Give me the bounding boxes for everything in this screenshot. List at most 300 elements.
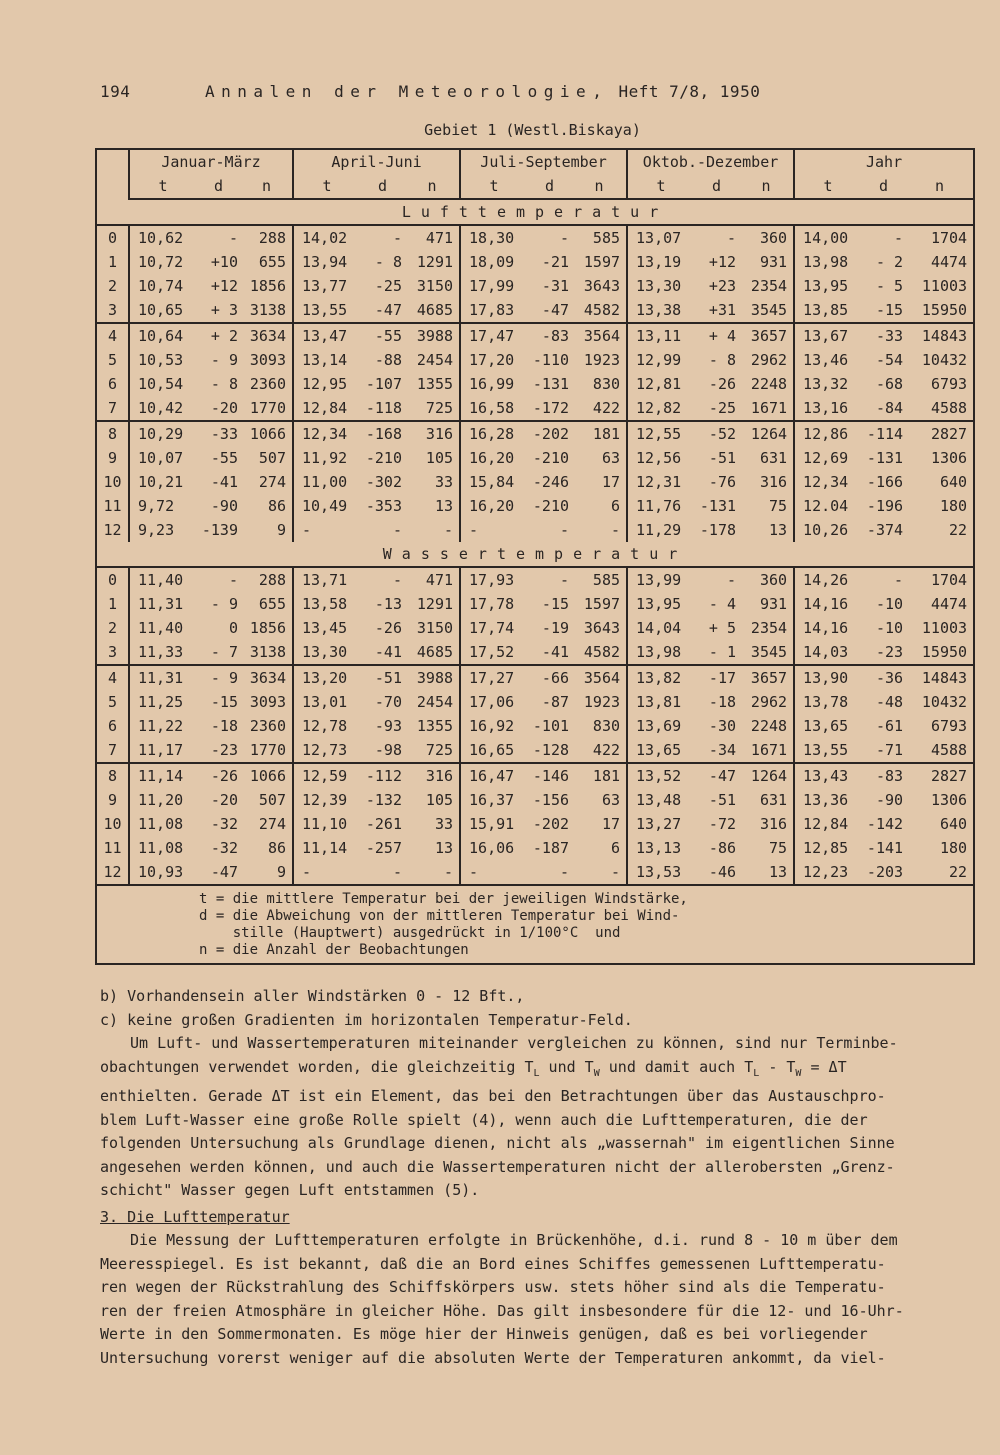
table-row	[96, 640, 974, 665]
table-cell-d: -203	[866, 863, 904, 881]
table-cell-n: 1923	[583, 693, 621, 711]
table-cell-t: 10,64	[129, 323, 196, 348]
table-cell-t: 13,85	[794, 298, 861, 323]
table-cell-t: 10,21	[129, 470, 196, 494]
table-cell-d: -302	[365, 473, 402, 491]
wind-force-cell: 5	[107, 693, 118, 711]
table-cell-n: 181	[572, 763, 627, 788]
table-cell-n: 2354	[750, 277, 788, 295]
table-caption: Gebiet 1 (Westl.Biskaya)	[424, 121, 641, 139]
legend-text	[97, 886, 973, 963]
table-cell-t: 11,17	[129, 738, 196, 763]
table-cell-t: 12,78	[293, 714, 360, 738]
table-cell-t: 12,99	[627, 348, 694, 372]
table-cell-d: - 7	[210, 643, 238, 661]
table-cell-n: 13	[434, 839, 454, 857]
table-cell-t: 13,30	[293, 640, 360, 665]
table-cell-t: 13,52	[627, 763, 694, 788]
table-cell-t: -	[293, 518, 360, 542]
table-cell-d: -101	[532, 717, 570, 735]
table-cell-n: 1770	[249, 399, 286, 417]
table-cell-d: -112	[360, 763, 405, 788]
table-cell-n: 1291	[416, 253, 454, 271]
table-cell-n: 3657	[739, 665, 794, 690]
section-title: Lufttemperatur	[96, 199, 974, 225]
table-cell-t: 16,37	[460, 788, 527, 812]
table-cell-d: -23	[875, 643, 904, 661]
table-cell-n: 931	[759, 595, 788, 613]
wind-force-cell: 3	[107, 301, 118, 319]
paragraph-line: Meeresspiegel. Es ist bekannt, daß die an Bord eines Schiffes gemessenen Lufttemperatu-	[100, 1254, 886, 1273]
table-cell-t: 16,92	[460, 714, 527, 738]
table-cell-n: 22	[949, 863, 968, 881]
table-cell-n: 3150	[416, 619, 454, 637]
table-cell-n: 655	[258, 595, 286, 613]
table-row	[96, 860, 974, 885]
table-cell-d: -47	[210, 863, 238, 881]
column-group-header: Juli-September	[460, 149, 627, 174]
table-cell-n: 9	[276, 863, 286, 881]
table-cell-d: - 9	[210, 595, 238, 613]
column-sub-header: t	[627, 174, 694, 199]
section-title-row	[96, 542, 974, 567]
table-cell-d: -	[559, 863, 570, 881]
table-cell-d: -51	[708, 449, 737, 467]
table-cell-d: -18	[210, 717, 238, 735]
table-cell-d: - 5	[875, 277, 904, 295]
table-cell-t: 10,42	[129, 396, 196, 421]
table-cell-d: - 2	[875, 253, 904, 271]
section-title-row	[96, 199, 974, 225]
table-cell-n: 3150	[416, 277, 454, 295]
table-cell-n: 1066	[241, 421, 293, 446]
wind-force-cell: 7	[107, 741, 118, 759]
table-cell-d: +31	[708, 301, 737, 319]
table-cell-t: 13,45	[293, 616, 360, 640]
table-cell-t: 11,76	[627, 494, 694, 518]
table-cell-d: -202	[527, 421, 572, 446]
table-cell-n: 1671	[750, 399, 788, 417]
table-row	[96, 665, 974, 690]
table-cell-n: 2454	[416, 351, 454, 369]
table-cell-d: -93	[374, 717, 402, 735]
table-cell-t: 13,11	[627, 323, 694, 348]
table-cell-d: -	[228, 571, 238, 589]
table-cell-n: 316	[405, 421, 460, 446]
table-cell-n: 13	[768, 863, 788, 881]
table-cell-d: -47	[541, 301, 570, 319]
table-cell-d: -21	[541, 253, 570, 271]
wind-force-cell: 7	[107, 399, 118, 417]
paragraph-line: Die Messung der Lufttemperaturen erfolgte in Brückenhöhe, d.i. rund 8 - 10 m über dem	[130, 1231, 898, 1249]
table-cell-n: 316	[405, 763, 460, 788]
table-row	[96, 690, 974, 714]
table-cell-d: -107	[365, 375, 402, 393]
table-cell-d: -36	[861, 665, 906, 690]
table-cell-d: +12	[708, 253, 737, 271]
table-cell-d: -68	[875, 375, 904, 393]
table-cell-t: 17,27	[460, 665, 527, 690]
table-cell-n: 4474	[930, 595, 968, 613]
table-cell-d: -132	[365, 791, 402, 809]
table-cell-d: + 4	[694, 323, 739, 348]
table-cell-n: 17	[601, 473, 621, 491]
column-group-header: Oktob.-Dezember	[627, 149, 794, 174]
table-cell-d: -	[559, 229, 570, 247]
column-group-header-row	[96, 149, 974, 174]
table-cell-t: 13,94	[293, 250, 360, 274]
table-cell-t: 12.04	[794, 494, 861, 518]
table-cell-t: 10,54	[129, 372, 196, 396]
table-cell-t: 11,14	[293, 836, 360, 860]
table-cell-d: -61	[875, 717, 904, 735]
table-cell-n: 585	[592, 571, 621, 589]
table-cell-n: 33	[434, 473, 454, 491]
table-cell-d: -25	[708, 399, 737, 417]
table-cell-t: 13,30	[627, 274, 694, 298]
wind-force-cell: 6	[107, 375, 118, 393]
table-cell-t: 13,55	[293, 298, 360, 323]
table-cell-t: 13,71	[293, 567, 360, 592]
table-cell-d: -141	[866, 839, 904, 857]
table-cell-n: -	[610, 521, 621, 539]
table-cell-n: 422	[592, 741, 621, 759]
wind-force-cell: 8	[96, 763, 129, 788]
table-cell-n: 15950	[921, 301, 968, 319]
column-sub-header: n	[906, 174, 974, 199]
table-cell-n: 1597	[583, 595, 621, 613]
table-cell-d: -	[559, 521, 570, 539]
table-cell-n: 316	[759, 473, 788, 491]
table-cell-d: -31	[541, 277, 570, 295]
paragraph-line: ren wegen der Rückstrahlung des Schiffskörpers usw. stets höher sind als die Temperatu-	[100, 1278, 886, 1296]
table-cell-d: -	[894, 229, 904, 247]
table-cell-n: 640	[939, 815, 968, 833]
table-cell-n: 3643	[583, 619, 621, 637]
table-cell-t: 13,69	[627, 714, 694, 738]
table-cell-t: 11,14	[129, 763, 196, 788]
table-cell-n: 11003	[921, 277, 968, 295]
table-cell-d: -178	[699, 521, 737, 539]
table-cell-d: -98	[374, 741, 402, 759]
table-cell-d: -210	[532, 449, 570, 467]
list-item-b: b) Vorhandensein aller Windstärken 0 - 12 Bft.,	[100, 987, 525, 1005]
table-cell-n: 6	[610, 839, 621, 857]
table-cell-d: -26	[374, 619, 402, 637]
table-cell-t: 9,72	[129, 494, 196, 518]
wind-force-cell: 2	[107, 619, 118, 637]
legend-cell	[96, 885, 974, 964]
table-cell-d: -374	[866, 521, 904, 539]
table-cell-n: 3657	[739, 323, 794, 348]
table-cell-n: 86	[267, 839, 286, 857]
table-cell-d: -202	[532, 815, 570, 833]
table-cell-n: 274	[258, 473, 286, 491]
column-sub-header: d	[861, 174, 906, 199]
table-cell-t: 14,26	[794, 567, 861, 592]
table-cell-t: 11,20	[129, 788, 196, 812]
table-cell-t: 12,56	[627, 446, 694, 470]
table-cell-n: 3634	[241, 323, 293, 348]
table-cell-t: 10,62	[129, 225, 196, 250]
table-row	[96, 372, 974, 396]
table-row	[96, 812, 974, 836]
column-group-header: April-Juni	[293, 149, 460, 174]
table-row	[96, 225, 974, 250]
table-cell-d: -146	[527, 763, 572, 788]
table-cell-d: -51	[360, 665, 405, 690]
wind-force-cell: 8	[96, 421, 129, 446]
page-header	[100, 82, 760, 101]
table-cell-t: 12,95	[293, 372, 360, 396]
table-cell-d: -13	[374, 595, 402, 613]
table-cell-d: - 8	[708, 351, 737, 369]
table-row	[96, 421, 974, 446]
table-cell-n: 4685	[416, 643, 454, 661]
table-cell-t: 11,29	[627, 518, 694, 542]
table-cell-d: - 4	[708, 595, 737, 613]
table-cell-n: 86	[267, 497, 286, 515]
table-cell-d: - 1	[708, 643, 737, 661]
paragraph-line: Um Luft- und Wassertemperaturen miteinander vergleichen zu können, sind nur Terminbe-	[130, 1034, 898, 1052]
index-header-cell	[96, 149, 129, 199]
column-sub-header: t	[794, 174, 861, 199]
table-cell-d: -70	[374, 693, 402, 711]
table-cell-d: -196	[866, 497, 904, 515]
table-cell-t: 13,95	[794, 274, 861, 298]
paragraph-line: folgenden Untersuchung als Grundlage dienen, nicht als „wassernah" im eigentlichen Sinne	[100, 1134, 895, 1152]
table-cell-n: 4685	[416, 301, 454, 319]
table-cell-t: 17,83	[460, 298, 527, 323]
table-cell-t: 13,16	[794, 396, 861, 421]
table-cell-n: 3643	[583, 277, 621, 295]
wind-force-cell: 4	[96, 323, 129, 348]
table-cell-n: -	[610, 863, 621, 881]
table-cell-t: 16,65	[460, 738, 527, 763]
table-row	[96, 396, 974, 421]
table-cell-t: 14,16	[794, 592, 861, 616]
wind-force-cell: 1	[107, 253, 118, 271]
table-cell-t: 13,20	[293, 665, 360, 690]
table-cell-n: 3564	[572, 665, 627, 690]
table-cell-t: 13,67	[794, 323, 861, 348]
table-cell-d: -47	[694, 763, 739, 788]
table-cell-d: -83	[861, 763, 906, 788]
table-cell-t: 13,58	[293, 592, 360, 616]
table-cell-n: 13	[434, 497, 454, 515]
table-cell-t: 13,43	[794, 763, 861, 788]
table-cell-n: 316	[759, 815, 788, 833]
table-cell-d: -10	[875, 595, 904, 613]
table-cell-n: 1306	[930, 449, 968, 467]
wind-force-cell: 0	[107, 229, 118, 247]
table-cell-n: 1704	[930, 229, 968, 247]
table-cell-n: 274	[258, 815, 286, 833]
table-cell-d: + 3	[210, 301, 238, 319]
table-cell-t: 11,08	[129, 836, 196, 860]
table-cell-t: -	[460, 860, 527, 885]
table-cell-n: 2962	[750, 693, 788, 711]
table-cell-t: 11,31	[129, 665, 196, 690]
table-cell-t: 11,25	[129, 690, 196, 714]
table-cell-n: 631	[759, 791, 788, 809]
table-cell-t: 11,33	[129, 640, 196, 665]
table-cell-n: 2454	[416, 693, 454, 711]
table-cell-n: 507	[258, 791, 286, 809]
table-cell-t: 13,46	[794, 348, 861, 372]
table-cell-d: -168	[360, 421, 405, 446]
table-cell-t: 13,01	[293, 690, 360, 714]
table-cell-n: 1306	[930, 791, 968, 809]
table-cell-t: 11,92	[293, 446, 360, 470]
paragraph-line: enthielten. Gerade ΔT ist ein Element, das bei den Betrachtungen über das Austauschpro-	[100, 1087, 886, 1105]
table-cell-n: 360	[759, 571, 788, 589]
table-cell-t: 12,55	[627, 421, 694, 446]
table-cell-n: 63	[601, 449, 621, 467]
table-cell-d: -20	[210, 791, 238, 809]
table-cell-t: 17,20	[460, 348, 527, 372]
body-text	[100, 985, 970, 1370]
table-row	[96, 763, 974, 788]
table-cell-n: 3634	[241, 665, 293, 690]
table-cell-d: -51	[708, 791, 737, 809]
table-cell-n: 2360	[249, 375, 286, 393]
table-row	[96, 494, 974, 518]
table-cell-n: 3093	[249, 351, 286, 369]
table-cell-d: -353	[365, 497, 402, 515]
table-cell-n: 1355	[416, 717, 454, 735]
table-cell-t: 10,74	[129, 274, 196, 298]
table-cell-n: 3138	[249, 301, 286, 319]
table-cell-n: 830	[592, 717, 621, 735]
paragraph-line: ren der freien Atmosphäre in gleicher Höhe. Das gilt insbesondere für die 12- und 16-Uhr-	[100, 1301, 904, 1320]
table-cell-d: -	[228, 229, 238, 247]
table-cell-t: 12,85	[794, 836, 861, 860]
table-row	[96, 836, 974, 860]
table-cell-n: 75	[768, 839, 788, 857]
table-cell-n: 3988	[405, 323, 460, 348]
paragraph-line: angesehen werden können, und auch die Wassertemperaturen nicht der allerobersten „Grenz-	[100, 1157, 895, 1176]
section-heading: 3. Die Lufttemperatur	[100, 1207, 290, 1226]
table-cell-n: -	[443, 863, 454, 881]
table-cell-d: -15	[210, 693, 238, 711]
table-cell-t: 16,28	[460, 421, 527, 446]
table-cell-n: 2962	[750, 351, 788, 369]
table-cell-d: -128	[532, 741, 570, 759]
table-cell-t: 10,72	[129, 250, 196, 274]
table-cell-t: 13,81	[627, 690, 694, 714]
table-cell-d: -55	[210, 449, 238, 467]
table-cell-n: 6793	[930, 375, 968, 393]
table-cell-d: -55	[360, 323, 405, 348]
table-cell-t: 13,78	[794, 690, 861, 714]
table-cell-n: 1066	[241, 763, 293, 788]
table-cell-t: 10,29	[129, 421, 196, 446]
column-sub-header: n	[572, 174, 627, 199]
paragraph-line: Untersuchung vorerst weniger auf die absoluten Werte der Temperaturen ankommt, da viel-	[100, 1348, 886, 1367]
wind-force-cell: 4	[96, 665, 129, 690]
table-cell-d: -23	[210, 741, 238, 759]
table-cell-n: 63	[601, 791, 621, 809]
table-cell-d: -246	[532, 473, 570, 491]
wind-force-cell: 2	[107, 277, 118, 295]
table-cell-n: 1856	[249, 619, 286, 637]
table-cell-n: 3093	[249, 693, 286, 711]
table-cell-d: -	[894, 571, 904, 589]
table-cell-t: 16,20	[460, 494, 527, 518]
table-cell-n: 360	[759, 229, 788, 247]
table-cell-t: 13,65	[627, 738, 694, 763]
table-cell-n: 2248	[750, 375, 788, 393]
table-cell-t: 15,91	[460, 812, 527, 836]
table-cell-d: - 8	[374, 253, 402, 271]
table-cell-d: -26	[196, 763, 241, 788]
table-cell-d: -166	[866, 473, 904, 491]
table-cell-d: -47	[374, 301, 402, 319]
table-cell-t: 12,69	[794, 446, 861, 470]
table-cell-t: 12,73	[293, 738, 360, 763]
table-cell-n: 1597	[583, 253, 621, 271]
table-cell-d: -66	[527, 665, 572, 690]
wind-force-cell: 9	[107, 791, 118, 809]
table-row	[96, 518, 974, 542]
table-cell-n: 180	[939, 497, 968, 515]
table-cell-d: - 9	[196, 665, 241, 690]
legend-line: t = die mittlere Temperatur bei der jeweiligen Windstärke,	[199, 891, 688, 907]
table-cell-d: -20	[210, 399, 238, 417]
table-cell-n: 631	[759, 449, 788, 467]
table-cell-d: + 2	[196, 323, 241, 348]
table-row	[96, 470, 974, 494]
table-cell-n: 14843	[906, 665, 974, 690]
table-cell-n: 3564	[572, 323, 627, 348]
paragraph-line: blem Luft-Wasser eine große Rolle spielt (4), wenn auch die Lufttemperaturen, die der	[100, 1110, 868, 1129]
table-cell-t: 13,14	[293, 348, 360, 372]
table-cell-n: 75	[768, 497, 788, 515]
table-cell-d: -90	[210, 497, 238, 515]
table-cell-d: -32	[210, 839, 238, 857]
table-cell-n: 1291	[416, 595, 454, 613]
table-cell-t: 11,40	[129, 616, 196, 640]
table-cell-n: 4588	[930, 741, 968, 759]
table-cell-d: -90	[875, 791, 904, 809]
wind-force-cell: 10	[103, 473, 122, 491]
table-cell-n: 931	[759, 253, 788, 271]
table-body	[96, 149, 974, 885]
wind-force-cell: 3	[107, 643, 118, 661]
table-cell-t: 11,31	[129, 592, 196, 616]
table-cell-d: -139	[201, 521, 238, 539]
table-cell-n: 3138	[249, 643, 286, 661]
table-cell-t: 13,07	[627, 225, 694, 250]
table-cell-t: 16,99	[460, 372, 527, 396]
table-row	[96, 567, 974, 592]
table-cell-d: -71	[875, 741, 904, 759]
table-cell-d: -25	[374, 277, 402, 295]
table-cell-d: -114	[861, 421, 906, 446]
wind-force-cell: 5	[107, 351, 118, 369]
table-cell-t: 10,53	[129, 348, 196, 372]
temperature-table	[95, 148, 975, 965]
table-cell-t: 13,95	[627, 592, 694, 616]
journal-title: Annalen der Meteorologie,	[205, 82, 609, 101]
table-cell-n: 33	[434, 815, 454, 833]
table-cell-d: -33	[861, 323, 906, 348]
table-cell-d: -19	[541, 619, 570, 637]
table-cell-t: 14,02	[293, 225, 360, 250]
table-cell-d: +12	[210, 277, 238, 295]
table-cell-n: 4582	[583, 301, 621, 319]
